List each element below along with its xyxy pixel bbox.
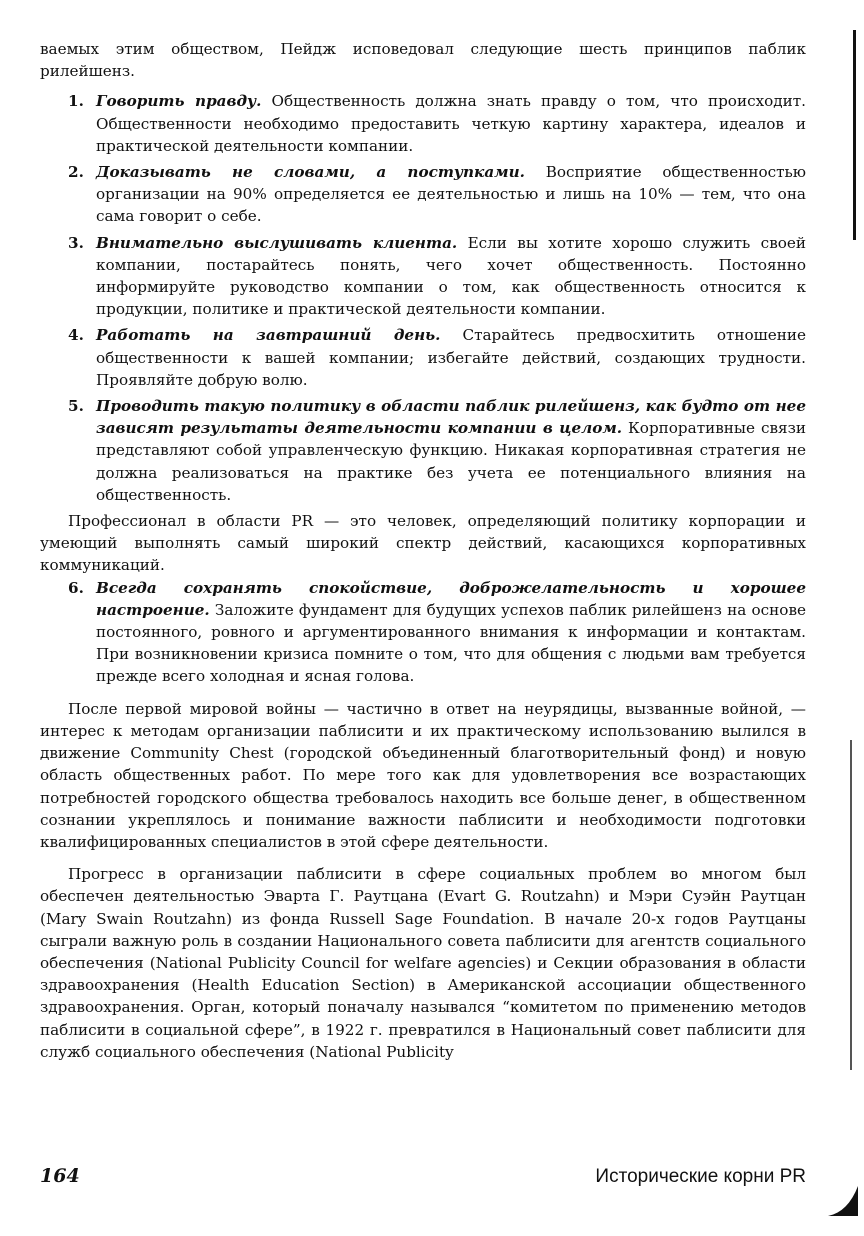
page-body [40, 38, 806, 1063]
principle-lead: Всегда сохранять спокойствие, доброжелательность и хорошее настроение. [96, 578, 806, 619]
body-paragraph: Прогресс в организации паблисити в сфере социальных проблем во многом был обеспечен деятельностью Эварта Г. Раутцана (Evart G. Routzahn) и Мэри Суэйн Раутцан (Mary Swain Routzahn) из фонда Russell Sage Foundation. В начале 20-х годов Раутцаны сыграли важную роль в создании Национального совета паблисити для агентств социального обеспечения (National Publicity Council for welfare agencies) и Секции образования в области здравоохранения (Health Education Section) в Американской ассоциации общественного здравоохранения. Орган, который поначалу назывался “комитетом по применению методов паблисити в социальной сфере”, в 1922 г. превратился в Национальный совет паблисити для служб социального обеспечения (National Publicity [40, 865, 806, 1061]
scan-corner-artifact [828, 1186, 858, 1216]
scan-edge-line-lower [850, 740, 852, 1070]
principle-lead: Говорить правду. [96, 92, 262, 111]
principle-text: Восприятие общественностью организации на 90% определяется ее деятельностью и лишь на 10% — тем, что она сама говорит о себе. [96, 163, 807, 226]
principle-text: Корпоративные связи представляют собой управленческую функцию. Никакая корпоративная стратегия не должна реализоваться на практике без учета ее потенциального влияния на общественность. [96, 419, 806, 504]
principles-list [40, 90, 806, 506]
intro-paragraph: ваемых этим обществом, Пейдж исповедовал следующие шесть принципов паблик рилейшенз. [40, 40, 806, 81]
principle-text: Общественность должна знать правду о том, что происходит. Общественности необходимо предоставить четкую картину характера, идеалов и практической деятельности компании. [96, 92, 806, 155]
principle-item [40, 161, 806, 228]
principle-number: 3. [68, 233, 84, 252]
scan-edge-line [853, 30, 856, 240]
page-number: 164 [40, 1165, 80, 1187]
principle-number: 1. [68, 92, 84, 111]
principle-number: 4. [68, 326, 84, 345]
principle-lead: Проводить такую политику в области паблик рилейшенз, как будто от нее зависят результаты деятельности компании в целом. [96, 397, 806, 438]
principle-item [40, 232, 806, 321]
principle-number: 2. [68, 163, 84, 182]
running-title: Исторические корни PR [595, 1166, 806, 1187]
principle-number: 6. [68, 578, 84, 597]
principle-lead: Доказывать не словами, а поступками. [96, 163, 525, 182]
principle-item [40, 324, 806, 391]
principle-item [40, 577, 806, 688]
principle-text: Если вы хотите хорошо служить своей компании, постарайтесь понять, чего хочет общественность. Постоянно информируйте руководство компании о том, как общественность относится к продукции, политике и практической деятельности компании. [96, 233, 806, 319]
page-footer [40, 1165, 806, 1188]
principle-item [40, 395, 806, 506]
principle-number: 5. [68, 397, 84, 416]
principle-text: Заложите фундамент для будущих успехов паблик рилейшенз на основе постоянного, ровного и аргументированного внимания к информации и контактам. При возникновении кризиса помните о том, что для общения с людьми вам требуется прежде всего холодная и ясная голова. [96, 600, 806, 686]
principle-text: Старайтесь предвосхитить отношение общественности к вашей компании; избегайте действий, создающих трудности. Проявляйте добрую волю. [96, 326, 807, 389]
principles-list-continued [40, 577, 806, 688]
principle-lead: Работать на завтрашний день. [96, 326, 441, 345]
pr-definition-paragraph: Профессионал в области PR — это человек, определяющий политику корпорации и умеющий выполнять самый широкий спектр действий, касающихся корпоративных коммуникаций. [40, 512, 806, 575]
principle-item [40, 90, 806, 157]
principle-lead: Внимательно выслушивать клиента. [96, 233, 458, 252]
body-paragraph: После первой мировой войны — частично в ответ на неурядицы, вызванные войной, — интерес к методам организации паблисити и их практическому использованию вылился в движение Community Chest (городской объединенный благотворительный фонд) и новую область общественных работ. По мере того как для удовлетворения все возрастающих потребностей городского общества требовалось находить все больше денег, в общественном сознании укреплялось и понимание важности паблисити и необходимости подготовки квалифицированных специалистов в этой сфере деятельности. [40, 699, 806, 851]
